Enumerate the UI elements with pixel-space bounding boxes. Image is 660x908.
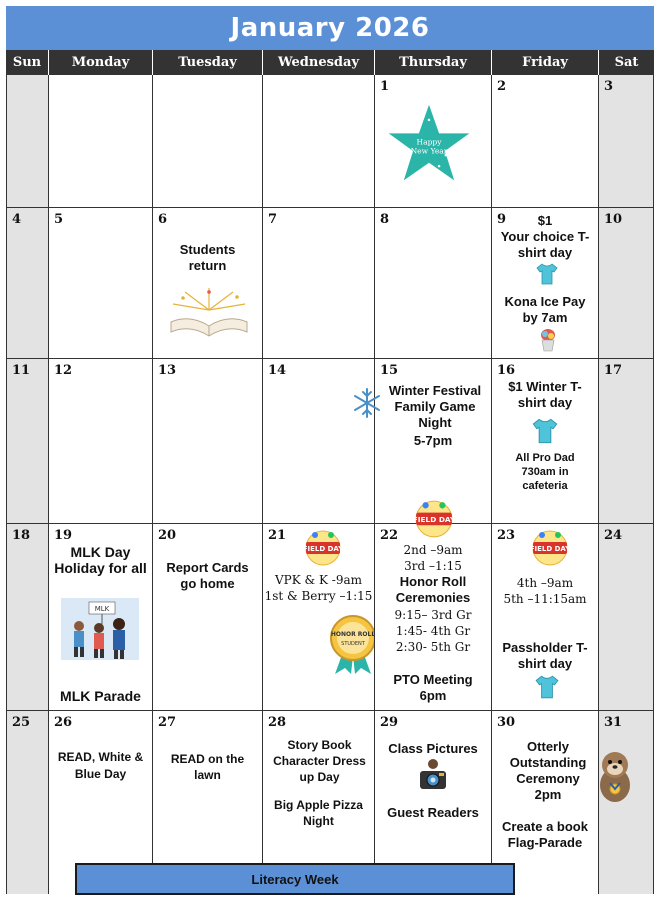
header-sat: Sat bbox=[614, 55, 639, 70]
day-number: 17 bbox=[604, 363, 623, 378]
event-report-cards: Report Cards go home bbox=[166, 560, 249, 591]
honor-roll-text: HONOR ROLL bbox=[330, 631, 376, 638]
camera-photographer-icon bbox=[415, 757, 451, 793]
day-cell-3 bbox=[599, 75, 654, 207]
event-winter-tshirt: $1 Winter T- shirt day bbox=[508, 379, 582, 410]
day-number: 25 bbox=[12, 715, 31, 730]
day-number: 24 bbox=[604, 528, 623, 543]
day-cell-13 bbox=[153, 359, 263, 523]
event-mlk-parade: MLK Parade bbox=[60, 688, 141, 704]
event-otterly-outstanding: Otterly Outstanding Ceremony 2pm bbox=[509, 739, 587, 802]
event-kona-ice: Kona Ice Pay by 7am bbox=[504, 294, 586, 325]
star-text-new-year: New Year bbox=[410, 146, 448, 156]
field-day-badge-icon bbox=[303, 530, 343, 568]
day-number: 30 bbox=[497, 715, 516, 730]
mlk-march-illustration bbox=[59, 596, 141, 662]
day-number: 15 bbox=[380, 363, 399, 378]
day-cell-12 bbox=[49, 359, 153, 523]
mlk-sign-text: MLK bbox=[94, 605, 110, 613]
field-day-time-vpk: VPK & K -9am bbox=[274, 573, 363, 587]
event-all-pro-dad: All Pro Dad 730am in cafeteria bbox=[515, 452, 575, 492]
event-read-white-blue: READ, White & Blue Day bbox=[57, 750, 144, 781]
day-cell-14 bbox=[263, 359, 375, 523]
field-day-badge-icon bbox=[530, 530, 570, 568]
tshirt-icon bbox=[531, 417, 559, 445]
day-cell-5 bbox=[49, 208, 153, 358]
day-number: 13 bbox=[158, 363, 177, 378]
event-mlk-day: MLK Day Holiday for all bbox=[54, 544, 147, 576]
day-number: 19 bbox=[54, 528, 73, 543]
calendar-title: January 2026 bbox=[230, 13, 430, 43]
event-winter-festival: Winter Festival Family Game Night bbox=[388, 383, 482, 430]
honor-roll-badge-icon bbox=[325, 612, 375, 676]
day-cell-2 bbox=[492, 75, 599, 207]
day-number: 4 bbox=[12, 212, 22, 227]
day-cell-24 bbox=[599, 524, 654, 710]
header-tuesday: Tuesday bbox=[153, 50, 263, 75]
tshirt-icon bbox=[535, 262, 559, 286]
star-text-happy: Happy bbox=[416, 137, 442, 147]
tshirt-icon bbox=[534, 674, 560, 700]
day-cell-empty bbox=[153, 75, 263, 207]
honor-roll-time-4th: 1:45- 4th Gr bbox=[395, 624, 471, 638]
field-day-text: FIELD DAY bbox=[530, 545, 570, 553]
day-cell-6 bbox=[153, 208, 263, 358]
snowflake-icon bbox=[351, 387, 383, 419]
day-number: 22 bbox=[380, 528, 399, 543]
day-number: 28 bbox=[268, 715, 287, 730]
price-label: $1 bbox=[537, 213, 553, 228]
weekday-header bbox=[6, 50, 654, 75]
day-cell-empty bbox=[6, 75, 49, 207]
day-number: 9 bbox=[497, 212, 507, 227]
week-row-3 bbox=[6, 359, 654, 524]
event-story-book-dress-up: Story Book Character Dress up Day bbox=[273, 738, 366, 784]
day-cell-11 bbox=[6, 359, 49, 523]
calendar-title-bar bbox=[6, 6, 654, 50]
field-day-time-3rd: 3rd –1:15 bbox=[404, 559, 462, 573]
day-cell-15 bbox=[375, 359, 492, 523]
field-day-time-4th: 4th –9am bbox=[516, 576, 574, 590]
day-number: 8 bbox=[380, 212, 390, 227]
event-passholder-tshirt: Passholder T-shirt day bbox=[502, 640, 588, 671]
field-day-text: FIELD DAY bbox=[303, 545, 343, 553]
day-cell-19 bbox=[49, 524, 153, 710]
day-cell-31 bbox=[599, 711, 654, 894]
day-cell-16 bbox=[492, 359, 599, 523]
week-row-2 bbox=[6, 208, 654, 359]
field-day-time-5th: 5th –11:15am bbox=[503, 592, 587, 606]
otter-mascot-icon bbox=[595, 749, 635, 803]
day-cell-21 bbox=[263, 524, 375, 710]
day-number: 14 bbox=[268, 363, 287, 378]
honor-student-text: STUDENT bbox=[341, 641, 365, 647]
field-day-badge-icon bbox=[413, 500, 455, 540]
header-wednesday: Wednesday bbox=[263, 50, 375, 75]
header-monday: Monday bbox=[49, 50, 153, 75]
header-sun: Sun bbox=[6, 50, 49, 75]
field-day-text: FIELD DAY bbox=[413, 515, 455, 525]
day-cell-empty bbox=[49, 75, 153, 207]
literacy-week-banner: Literacy Week bbox=[75, 863, 515, 895]
day-cell-25 bbox=[6, 711, 49, 894]
day-cell-17 bbox=[599, 359, 654, 523]
day-number: 18 bbox=[12, 528, 31, 543]
day-number: 16 bbox=[497, 363, 516, 378]
event-pto-meeting: PTO Meeting 6pm bbox=[393, 672, 473, 703]
day-number: 1 bbox=[380, 79, 390, 94]
event-create-book-parade: Create a book Flag-Parade bbox=[502, 819, 588, 850]
day-cell-9 bbox=[492, 208, 599, 358]
day-cell-empty bbox=[263, 75, 375, 207]
day-number: 20 bbox=[158, 528, 177, 543]
day-number: 26 bbox=[54, 715, 73, 730]
day-cell-10 bbox=[599, 208, 654, 358]
day-number: 10 bbox=[604, 212, 623, 227]
day-number: 12 bbox=[54, 363, 73, 378]
day-cell-23 bbox=[492, 524, 599, 710]
day-cell-18 bbox=[6, 524, 49, 710]
honor-roll-time-3rd: 9:15– 3rd Gr bbox=[394, 608, 472, 622]
day-cell-22 bbox=[375, 515, 492, 710]
day-number: 5 bbox=[54, 212, 64, 227]
event-winter-festival-time: 5-7pm bbox=[413, 433, 453, 448]
event-class-pictures: Class Pictures bbox=[388, 741, 478, 756]
event-choice-tshirt: Your choice T-shirt day bbox=[500, 229, 590, 260]
day-cell-7 bbox=[263, 208, 375, 358]
calendar-grid bbox=[6, 50, 654, 894]
event-read-on-lawn: READ on the lawn bbox=[170, 752, 245, 782]
day-number: 3 bbox=[604, 79, 614, 94]
event-big-apple-pizza: Big Apple Pizza Night bbox=[274, 798, 363, 828]
event-guest-readers: Guest Readers bbox=[387, 805, 479, 820]
field-day-time-2nd: 2nd –9am bbox=[403, 543, 463, 557]
event-students-return: Students return bbox=[179, 242, 236, 273]
event-honor-roll: Honor Roll Ceremonies bbox=[395, 574, 471, 605]
day-number: 29 bbox=[380, 715, 399, 730]
shaved-ice-icon bbox=[540, 328, 556, 352]
new-year-star-icon bbox=[387, 103, 471, 183]
day-number: 7 bbox=[268, 212, 278, 227]
week-row-4 bbox=[6, 515, 654, 711]
day-number: 11 bbox=[12, 363, 31, 378]
header-thursday: Thursday bbox=[375, 50, 492, 75]
day-number: 27 bbox=[158, 715, 177, 730]
day-number: 6 bbox=[158, 212, 168, 227]
field-day-time-1st: 1st & Berry –1:15 bbox=[264, 589, 373, 603]
day-cell-8 bbox=[375, 208, 492, 358]
honor-roll-time-5th: 2:30- 5th Gr bbox=[395, 640, 471, 654]
open-book-sparkle-icon bbox=[165, 288, 253, 340]
day-number: 23 bbox=[497, 528, 516, 543]
header-friday: Friday bbox=[492, 50, 599, 75]
week-row-1 bbox=[6, 75, 654, 208]
day-number: 31 bbox=[604, 715, 623, 730]
day-cell-4 bbox=[6, 208, 49, 358]
day-cell-1 bbox=[375, 75, 492, 207]
day-number: 2 bbox=[497, 79, 507, 94]
day-number: 21 bbox=[268, 528, 287, 543]
day-cell-20 bbox=[153, 524, 263, 710]
